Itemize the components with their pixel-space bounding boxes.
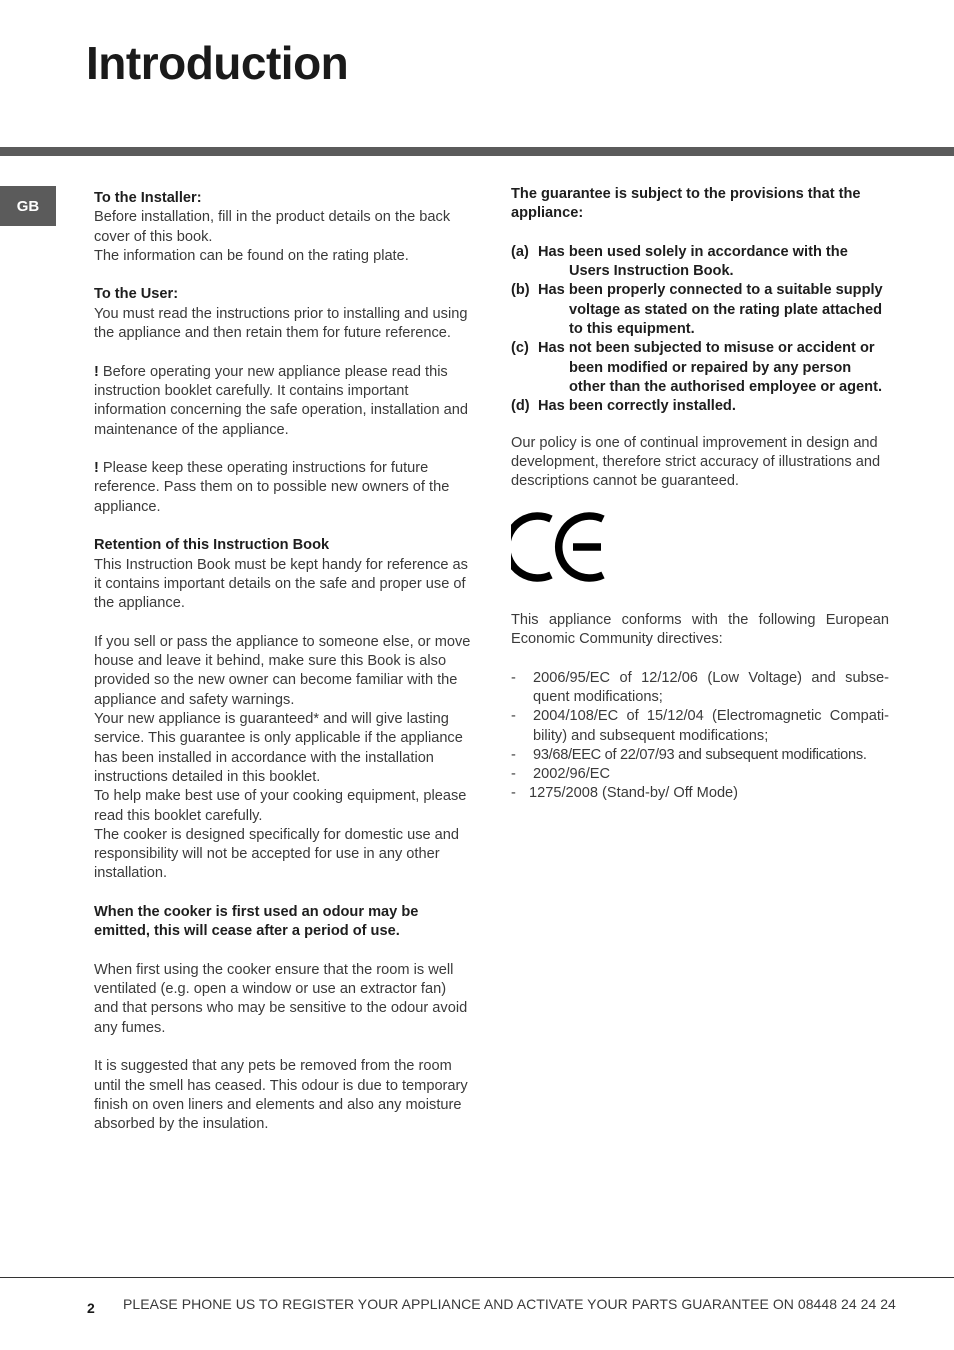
domestic-use-text: The cooker is designed specifically for domestic use and responsibility will not be accepted for use in any other installation. (94, 826, 460, 882)
page-title: Introduction (86, 37, 349, 89)
condition-item (511, 243, 889, 282)
warning-icon: ! (94, 363, 99, 380)
directive-item: - 1275/2008 (Stand-by/ Off Mode) (511, 785, 739, 802)
language-tab: GB (0, 186, 56, 226)
header-divider (0, 147, 954, 156)
condition-item (511, 397, 889, 416)
policy-text: Our policy is one of continual improvement in design and development, therefore strict accuracy of illustrations and descriptions cannot be guaranteed. (511, 434, 881, 490)
warning-text-1: Before operating your new appliance please read this instruction booklet carefully. It contains important information concerning the safe operation, installation and maintenance of the appliance. (94, 363, 469, 438)
condition-item (511, 339, 889, 397)
best-use-text: To help make best use of your cooking equipment, please read this booklet carefully. (94, 788, 467, 824)
condition-item (511, 281, 889, 339)
right-column (511, 185, 889, 804)
conforms-text: This appliance conforms with the following European Economic Community directives: (511, 611, 889, 648)
ce-mark-icon (511, 511, 889, 583)
warning-text-2: Please keep these operating instructions for future reference. Pass them on to possible new owners of the appliance. (94, 460, 450, 515)
retention-heading: Retention of this Instruction Book (94, 537, 330, 554)
condition-label: (a) (511, 243, 529, 260)
condition-text: Has been used solely in accordance with the Users Instruction Book. (538, 243, 848, 280)
warning-icon: ! (94, 460, 99, 477)
user-text: You must read the instructions prior to installing and using the appliance and then retain them for future reference. (94, 305, 468, 342)
left-column (94, 189, 474, 1154)
condition-text: Has been correctly installed. (538, 398, 736, 415)
condition-text: Has been properly connected to a suitable supply voltage as stated on the rating plate attached to this equipment. (538, 282, 883, 338)
footer-text: PLEASE PHONE US TO REGISTER YOUR APPLIANCE AND ACTIVATE YOUR PARTS GUARANTEE ON 08448 24 24 24 (123, 1296, 896, 1312)
directives-list (511, 669, 889, 804)
installer-heading: To the Installer: (94, 190, 202, 206)
installer-text-1: Before installation, fill in the product details on the back cover of this book. (94, 209, 451, 245)
guarantee-heading: The guarantee is subject to the provisions that the appliance: (511, 186, 861, 222)
condition-text: Has not been subjected to misuse or accident or been modified or repaired by any person other than the authorised employee or agent. (538, 340, 883, 395)
directive-item: - 2004/108/EC of 15/12/04 (Electromagnetic Compati-bility) and subsequent modifications; (511, 708, 889, 744)
retention-text: This Instruction Book must be kept handy for reference as it contains important details on the safe and proper use of the appliance. (94, 556, 468, 612)
warning-paragraph-2 (94, 459, 474, 517)
directive-item: - 93/68/EEC of 22/07/93 and subsequent modifications. (511, 746, 867, 763)
installer-text-2: The information can be found on the rating plate. (94, 247, 409, 264)
page-number: 2 (87, 1300, 95, 1316)
condition-label: (c) (511, 340, 529, 357)
guarantee-text: Your new appliance is guaranteed* and will give lasting service. This guarantee is only applicable if the appliance has been installed in accordance with the installation instructions detailed in this booklet. (94, 711, 463, 785)
footer-divider (0, 1277, 954, 1278)
user-heading: To the User: (94, 286, 179, 303)
ventilation-text: When first using the cooker ensure that the room is well ventilated (e.g. open a window or use an extractor fan) and that persons who may be sensitive to the odour avoid any fumes. (94, 961, 468, 1036)
pets-text: It is suggested that any pets be removed from the room until the smell has ceased. This odour is due to temporary finish on oven liners and elements and also any moisture absorbed by the insulation. (94, 1058, 468, 1133)
directive-item: - 2006/95/EC of 12/12/06 (Low Voltage) and subse-quent modifications; (511, 669, 889, 705)
directive-item: - 2002/96/EC (511, 766, 611, 783)
sell-text: If you sell or pass the appliance to someone else, or move house and leave it behind, make sure this Book is also provided so the new owner can become familiar with the appliance and safety warnings. (94, 633, 471, 708)
odour-heading: When the cooker is first used an odour may be emitted, this will cease after a period of use. (94, 903, 419, 940)
condition-label: (b) (511, 282, 530, 299)
warning-paragraph-1 (94, 363, 474, 440)
condition-label: (d) (511, 398, 530, 415)
